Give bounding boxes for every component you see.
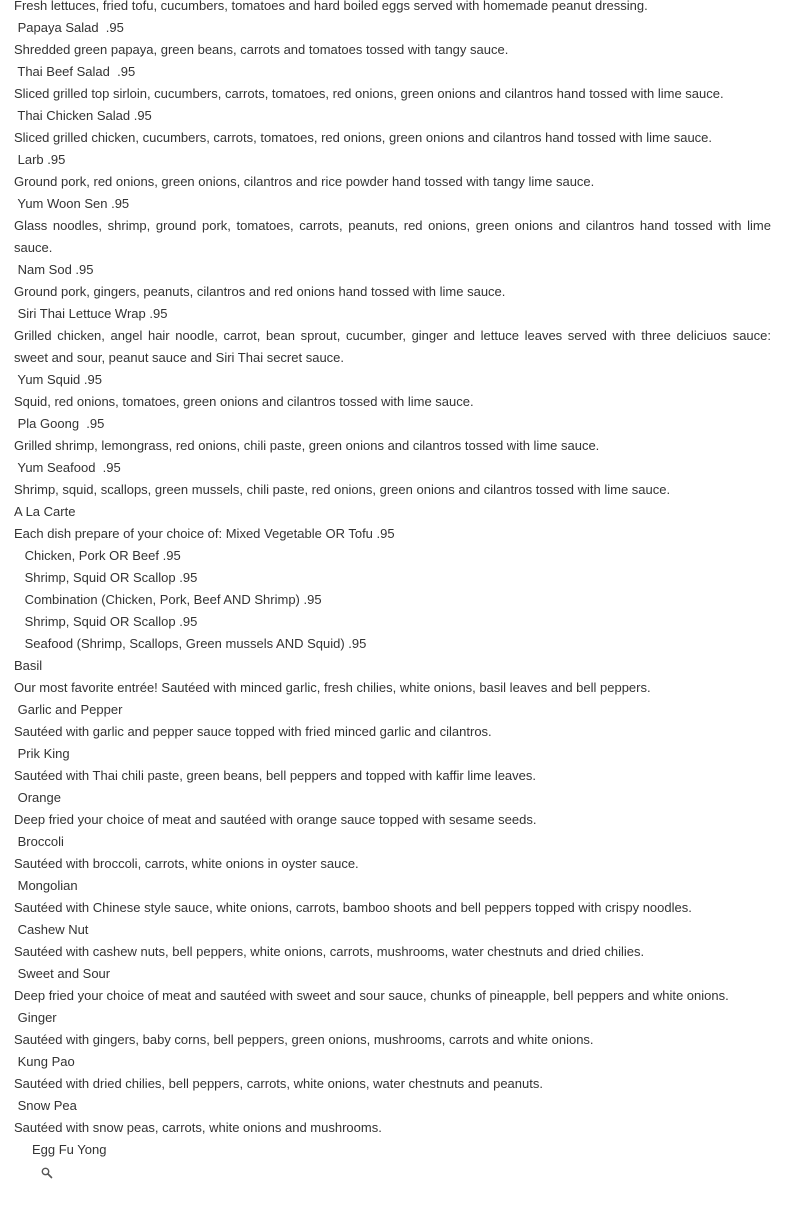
menu-item-description: Sautéed with snow peas, carrots, white onions and mushrooms. <box>14 1120 382 1135</box>
menu-item-name: Sweet and Sour <box>14 966 111 981</box>
menu-item-description: Sliced grilled top sirloin, cucumbers, carrots, tomatoes, red onions, green onions and cilantros hand tossed with lime sauce. <box>14 86 724 101</box>
menu-item-description: Squid, red onions, tomatoes, green onions and cilantros tossed with lime sauce. <box>14 394 474 409</box>
menu-item-name: Ginger <box>14 1010 57 1025</box>
menu-item-description: Sautéed with cashew nuts, bell peppers, white onions, carrots, mushrooms, water chestnuts and dried chilies. <box>14 944 645 959</box>
menu-item-name: Yum Seafood .95 <box>14 460 121 475</box>
menu-item-description: Sautéed with Thai chili paste, green beans, bell peppers and topped with kaffir lime leaves. <box>14 768 537 783</box>
menu-item-name: Thai Beef Salad .95 <box>14 64 136 79</box>
menu-item-name: Snow Pea <box>14 1098 77 1113</box>
menu-item-description: Our most favorite entrée! Sautéed with minced garlic, fresh chilies, white onions, basil leaves and bell peppers. <box>14 680 651 695</box>
menu-item-label: Egg Fu Yong <box>32 1142 107 1157</box>
menu-item-description: Shrimp, squid, scallops, green mussels, chili paste, red onions, green onions and cilantros tossed with lime sauce. <box>14 482 671 497</box>
menu-item-description: Fresh lettuces, fried tofu, cucumbers, tomatoes and hard boiled eggs served with homemade peanut dressing. <box>14 0 648 13</box>
menu-section-heading: Basil <box>14 658 43 673</box>
menu-section-heading: A La Carte <box>14 504 76 519</box>
menu-item-description: Deep fried your choice of meat and sautéed with orange sauce topped with sesame seeds. <box>14 812 537 827</box>
menu-item-description: Ground pork, gingers, peanuts, cilantros and red onions hand tossed with lime sauce. <box>14 284 506 299</box>
menu-item-name: Mongolian <box>14 878 78 893</box>
menu-item-name: Prik King <box>14 746 70 761</box>
menu-item-name: Yum Woon Sen .95 <box>14 196 130 211</box>
menu-item-name: Garlic and Pepper <box>14 702 123 717</box>
menu-item-name: Larb .95 <box>14 152 66 167</box>
menu-item-name: Thai Chicken Salad .95 <box>14 108 152 123</box>
menu-item-name: Kung Pao <box>14 1054 75 1069</box>
menu-item-option: Combination (Chicken, Pork, Beef AND Shrimp) .95 <box>21 592 322 607</box>
menu-item-description: Glass noodles, shrimp, ground pork, tomatoes, carrots, peanuts, red onions, green onions and cilantros hand tossed with lime sauce. <box>14 218 771 255</box>
menu-item-name: Orange <box>14 790 61 805</box>
menu-item-description: Grilled shrimp, lemongrass, red onions, chili paste, green onions and cilantros tossed with lime sauce. <box>14 438 600 453</box>
search-icon <box>18 1143 32 1157</box>
menu-item-description: Sautéed with garlic and pepper sauce topped with fried minced garlic and cilantros. <box>14 724 492 739</box>
menu-item-name: Broccoli <box>14 834 64 849</box>
menu-item-option: Shrimp, Squid OR Scallop .95 <box>21 614 198 629</box>
menu-item-name: Yum Squid .95 <box>14 372 102 387</box>
menu-item-egg-fu-yong <box>14 1139 771 1161</box>
menu-item-description: Sautéed with Chinese style sauce, white onions, carrots, bamboo shoots and bell peppers topped with crispy noodles. <box>14 900 692 915</box>
menu-item-description: Deep fried your choice of meat and sautéed with sweet and sour sauce, chunks of pineapple, bell peppers and white onions. <box>14 988 729 1003</box>
menu-item-option: Chicken, Pork OR Beef .95 <box>21 548 181 563</box>
menu-item-description: Sautéed with gingers, baby corns, bell peppers, green onions, mushrooms, carrots and white onions. <box>14 1032 594 1047</box>
menu-item-option: Seafood (Shrimp, Scallops, Green mussels AND Squid) .95 <box>21 636 367 651</box>
menu-list <box>14 0 771 1161</box>
menu-item-name: Siri Thai Lettuce Wrap .95 <box>14 306 168 321</box>
menu-item-name: Pla Goong .95 <box>14 416 105 431</box>
menu-item-description: Sautéed with broccoli, carrots, white onions in oyster sauce. <box>14 856 359 871</box>
menu-item-description: Shredded green papaya, green beans, carrots and tomatoes tossed with tangy sauce. <box>14 42 509 57</box>
menu-item-name: Cashew Nut <box>14 922 89 937</box>
menu-item-description: Each dish prepare of your choice of: Mixed Vegetable OR Tofu .95 <box>14 526 395 541</box>
menu-item-description: Sliced grilled chicken, cucumbers, carrots, tomatoes, red onions, green onions and cilantros hand tossed with lime sauce. <box>14 130 713 145</box>
menu-item-description: Grilled chicken, angel hair noodle, carrot, bean sprout, cucumber, ginger and lettuce leaves served with three deliciuos sauce: sweet and sour, peanut sauce and Siri Thai secret sauce. <box>14 328 771 365</box>
menu-item-description: Sautéed with dried chilies, bell peppers, carrots, white onions, water chestnuts and peanuts. <box>14 1076 543 1091</box>
menu-item-name: Papaya Salad .95 <box>14 20 124 35</box>
menu-item-name: Nam Sod .95 <box>14 262 94 277</box>
menu-item-option: Shrimp, Squid OR Scallop .95 <box>21 570 198 585</box>
menu-item-description: Ground pork, red onions, green onions, cilantros and rice powder hand tossed with tangy lime sauce. <box>14 174 595 189</box>
menu-lines <box>14 0 771 1139</box>
